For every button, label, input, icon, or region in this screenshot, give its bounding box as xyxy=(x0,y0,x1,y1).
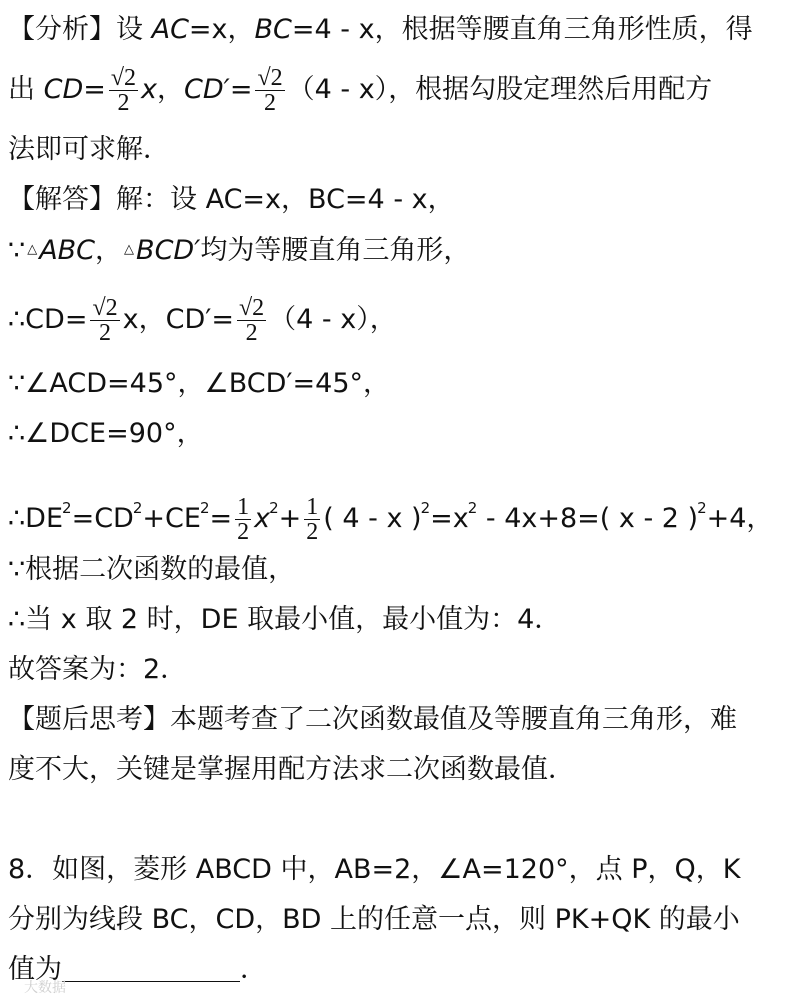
problem-8-line-1: 8．如图，菱形 ABCD 中，AB=2，∠A=120°，点 P，Q，K xyxy=(8,854,741,885)
reflection-tag: 【题后思考】 xyxy=(8,704,170,735)
text: x，CD′= xyxy=(122,304,234,335)
solution-line-9: 故答案为：2． xyxy=(8,654,188,685)
solution-tag: 【解答】 xyxy=(8,184,116,215)
solution-line-2 xyxy=(8,232,470,269)
exponent: 2 xyxy=(132,499,143,517)
text: = xyxy=(229,74,253,105)
numerator: √2 xyxy=(257,65,283,91)
numerator: √2 xyxy=(110,65,137,91)
text: ∵ xyxy=(8,235,26,266)
text: =4 - x xyxy=(291,14,375,45)
analysis-tag: 【分析】 xyxy=(8,14,116,45)
denominator: 2 xyxy=(237,320,266,345)
math-bc: BC xyxy=(254,14,292,45)
denominator: 2 xyxy=(109,90,138,115)
answer-blank[interactable] xyxy=(62,961,240,982)
solution-line-7: ∵根据二次函数的最值， xyxy=(8,554,296,585)
fraction-sqrt2-over-2 xyxy=(109,66,138,115)
math-abc: ABC xyxy=(39,235,96,266)
exponent: 2 xyxy=(62,499,72,517)
math-cd-prime: CD′ xyxy=(184,74,230,105)
text: ， xyxy=(227,14,255,45)
math-x: x xyxy=(254,503,271,534)
text: = xyxy=(83,74,106,105)
solution-line-8: ∴当 x 取 2 时，DE 取最小值，最小值为：4． xyxy=(8,604,562,635)
text: - 4x+8=( x - 2 ) xyxy=(477,503,699,534)
text: 均为等腰直角三角形， xyxy=(200,235,471,266)
solution-line-1 xyxy=(8,182,455,218)
text: ，根据勾股定理然后用配方 xyxy=(388,74,713,105)
exponent: 2 xyxy=(467,499,478,517)
text: 出 xyxy=(8,74,44,105)
solution-line-5: ∴∠DCE=90°， xyxy=(8,418,204,449)
text: ( 4 - x ) xyxy=(323,503,422,534)
text: =x xyxy=(188,14,228,45)
text: 本题考查了二次函数最值及等腰直角三角形，难 xyxy=(170,704,737,735)
fraction-sqrt2-over-2 xyxy=(237,296,266,345)
numerator: 1 xyxy=(306,494,319,520)
reflection-line-1 xyxy=(8,702,737,738)
math-cd: CD xyxy=(43,74,84,105)
text: ∴DE xyxy=(8,503,64,534)
text: ，根据等腰直角三角形性质，得 xyxy=(374,14,753,45)
numerator: 1 xyxy=(237,494,250,520)
math-ac: AC xyxy=(151,14,189,45)
solution-line-4: ∵∠ACD=45°，∠BCD′=45°， xyxy=(8,368,391,399)
triangle-symbol: △ xyxy=(124,242,135,257)
exponent: 2 xyxy=(420,499,431,517)
triangle-symbol: △ xyxy=(27,242,38,257)
text: =x xyxy=(430,503,469,534)
watermark: 大数据 xyxy=(24,980,66,996)
text: + xyxy=(278,503,302,534)
denominator: 2 xyxy=(306,519,319,545)
solution-line-6 xyxy=(8,490,773,544)
analysis-line-1 xyxy=(8,12,753,48)
fraction-sqrt2-over-2 xyxy=(90,296,119,345)
numerator: √2 xyxy=(239,295,265,321)
fraction-one-half xyxy=(304,495,320,544)
text: （4 - x）， xyxy=(269,304,397,335)
text: ， xyxy=(157,74,185,105)
text: 值为 xyxy=(8,954,62,985)
analysis-line-3: 法即可求解． xyxy=(8,134,170,165)
text: = xyxy=(209,503,233,534)
exponent: 2 xyxy=(697,499,707,517)
problem-8-line-2: 分别为线段 BC，CD，BD 上的任意一点，则 PK+QK 的最小 xyxy=(8,904,740,935)
text: ． xyxy=(240,954,267,985)
fraction-one-half xyxy=(235,495,251,544)
text: 设 xyxy=(116,14,152,45)
numerator: √2 xyxy=(92,295,118,321)
text: 解：设 AC=x，BC=4 - x， xyxy=(116,184,455,215)
text: （4 - x） xyxy=(287,74,389,105)
denominator: 2 xyxy=(237,519,250,545)
fraction-sqrt2-over-2 xyxy=(255,66,284,115)
analysis-line-2 xyxy=(8,66,712,115)
text: ∴CD= xyxy=(8,304,88,335)
reflection-line-2: 度不大，关键是掌握用配方法求二次函数最值． xyxy=(8,754,575,785)
text: =CD xyxy=(71,503,134,534)
math-x: x xyxy=(141,74,158,105)
denominator: 2 xyxy=(90,320,119,345)
exponent: 2 xyxy=(199,499,210,517)
solution-line-3 xyxy=(8,296,397,345)
text: +4， xyxy=(706,503,774,534)
text: +CE xyxy=(142,503,201,534)
exponent: 2 xyxy=(269,499,279,517)
math-bcd-prime: BCD′ xyxy=(136,235,201,266)
text: ， xyxy=(95,235,123,266)
denominator: 2 xyxy=(255,90,284,115)
